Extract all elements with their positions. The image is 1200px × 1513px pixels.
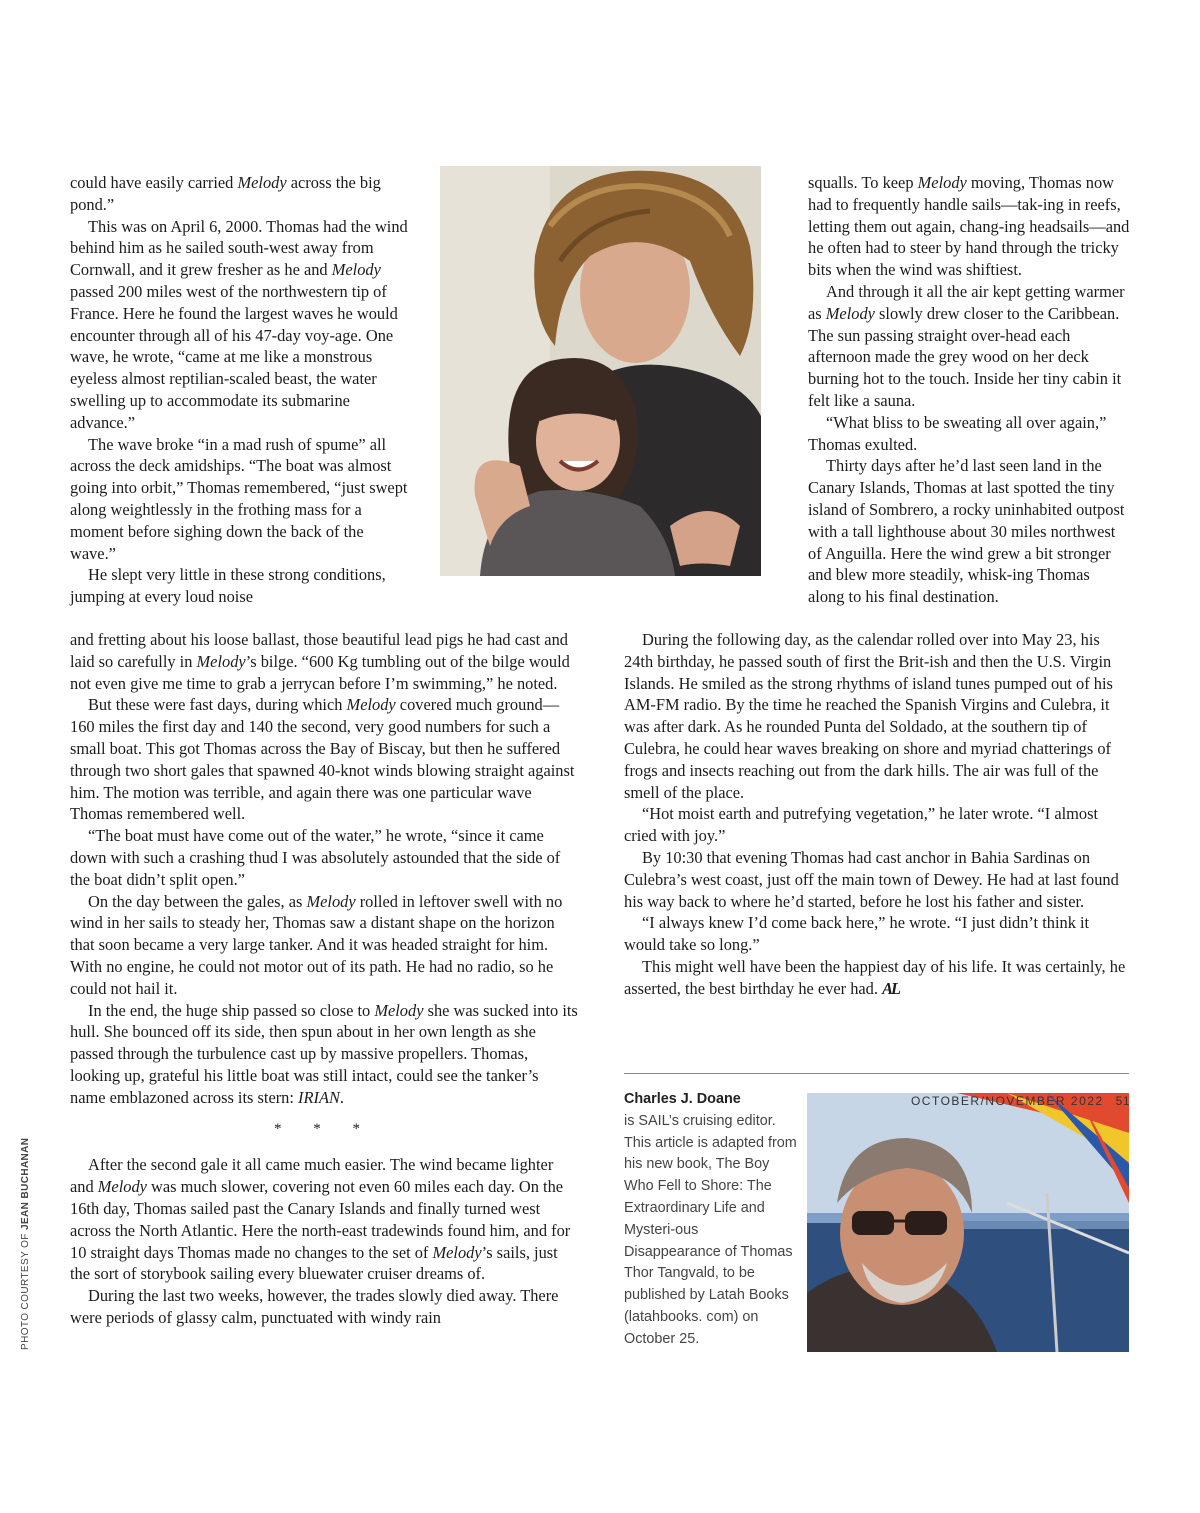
paragraph: This might well have been the happiest day of his life. It was certainly, he asserted, the best birthday he ever had. AL (624, 956, 1126, 998)
photo-credit-prefix: PHOTO COURTESY OF (20, 1230, 31, 1350)
paragraph: Thirty days after he’d last seen land in the Canary Islands, Thomas at last spotted the tiny island of Sombrero, a rocky uninhabited outpost with a tall lighthouse about 30 miles northwest of Anguilla. Here the wind grew a bit stronger and blew more steadily, whisk-ing Thomas along to his final destination. (808, 456, 1125, 607)
left-column-top (70, 172, 410, 608)
right-column-body (624, 629, 1130, 1000)
paragraph: “What bliss to be sweating all over again,” Thomas exulted. (808, 412, 1107, 454)
paragraph: and fretting about his loose ballast, those beautiful lead pigs he had cast and laid so carefully in Melody’s bilge. “600 Kg tumbling out of the bilge would not even give me time to grab a jerrycan before I’m swimming,” he noted. (70, 630, 570, 693)
section-divider (624, 1073, 1129, 1074)
page-footer (911, 1094, 1130, 1108)
page-number: 51 (1115, 1094, 1130, 1108)
paragraph: This was on April 6, 2000. Thomas had the wind behind him as he sailed south-west away from Cornwall, and it grew fresher as he and Melody passed 200 miles west of the northwestern tip of France. Here he found the largest waves he would encounter through all of his 47-day voy-age. One wave, he wrote, “came at me like a monstrous eyeless almost reptilian-scaled beast, the water swelling up to accommodate its submarine advance.” (70, 216, 408, 432)
paragraph: The wave broke “in a mad rush of spume” all across the deck amidships. “The boat was almost going into orbit,” Thomas remembered, “just swept along weightlessly in the frothing mass for a moment before sighing down the back of the wave.” (70, 434, 408, 563)
author-name: Charles J. Doane (624, 1091, 741, 1107)
issue-date: OCTOBER/NOVEMBER 2022 (910, 1094, 1104, 1108)
paragraph: “The boat must have come out of the water,” he wrote, “since it came down with such a crashing thud I was absolutely astounded that the side of the boat didn’t split open.” (70, 826, 561, 889)
paragraph: By 10:30 that evening Thomas had cast anchor in Bahia Sardinas on Culebra’s west coast, just off the main town of Dewey. He had at last found his way back to where he’d started, before he lost his father and sister. (624, 847, 1119, 911)
paragraph: And through it all the air kept getting warmer as Melody slowly drew closer to the Caribbean. The sun passing straight over-head each afternoon made the grey wood on her deck burning hot to the touch. Inside her tiny cabin it felt like a sauna. (808, 281, 1125, 410)
paragraph: During the last two weeks, however, the trades slowly died away. There were periods of glassy calm, punctuated with windy rain (70, 1286, 559, 1327)
paragraph: But these were fast days, during which Melody covered much ground—160 miles the first day and 140 the second, very good numbers for such a small boat. This got Thomas across the Bay of Biscay, but then he suffered through two short gales that spawned 40-knot winds blowing straight against him. The motion was terrible, and again there was one particular wave Thomas remembered well. (70, 695, 575, 824)
paragraph: During the following day, as the calendar rolled over into May 23, his 24th birthday, he passed south of first the Brit-ish and then the U.S. Virgin Islands. He smiled as the strong rhythms of island tunes pumped out of his AM-FM radio. By the time he reached the Spanish Virgins and Culebra, it was after dark. As he rounded Punta del Soldado, at the southern tip of Culebra, he could hear waves breaking on shore and myriad chatterings of frogs and insects reaching out from the dark hills. The air was full of the smell of the place. (624, 630, 1113, 802)
right-column-top (808, 172, 1130, 608)
author-bio (624, 1089, 799, 1351)
left-column-body (70, 629, 578, 1329)
paragraph: In the end, the huge ship passed so close to Melody she was sucked into its hull. She bounced off its side, then spun about in her own length as she passed through the turbulence cast up by massive propellers. Thomas, looking up, grateful his little boat was still intact, could see the tanker’s name emblazoned across its stern: IRIAN. (70, 1000, 578, 1107)
paragraph: After the second gale it all came much easier. The wind became lighter and Melody was much slower, covering not even 60 miles each day. On the 16th day, Thomas sailed past the Canary Islands and finally turned west across the North Atlantic. Here the north-east tradewinds found him, and for 10 straight days Thomas made no changes to the set of Melody’s sails, just the sort of storybook sailing every bluewater cruiser dreams of. (70, 1155, 571, 1284)
paragraph: “I always knew I’d come back here,” he wrote. “I just didn’t think it would take so long.” (624, 913, 1090, 955)
paragraph: On the day between the gales, as Melody rolled in leftover swell with no wind in her sails to steady her, Thomas saw a distant shape on the horizon that soon became a very large tanker. And it was headed straight for him. With no engine, he could not motor out of its path. He had no radio, so he could not hail it. (70, 891, 563, 998)
photo-credit (20, 1137, 34, 1350)
couple-photo (440, 166, 761, 576)
author-bio-text: is SAIL’s cruising editor. This article is adapted from his new book, The Boy Who Fell to Shore: The Extraordinary Life and Mysteri-ous Disappearance of Thomas Thor Tangvald, to be published by Latah Books (latahbooks. com) on October 25. (624, 1112, 797, 1347)
photo-credit-name: JEAN BUCHANAN (20, 1137, 31, 1230)
paragraph: He slept very little in these strong conditions, jumping at every loud noise (70, 565, 386, 607)
paragraph: “Hot moist earth and putrefying vegetation,” he later wrote. “I almost cried with joy.” (624, 804, 1099, 846)
paragraph: could have easily carried Melody across the big pond.” (70, 173, 381, 214)
paragraph: squalls. To keep Melody moving, Thomas now had to frequently handle sails—tak-ing in reefs, letting them out again, chang-ing headsails—and he often had to steer by hand through the tricky bits when the wind was shiftiest. (808, 173, 1130, 280)
paragraph: * * * (274, 1120, 374, 1137)
author-photo (807, 1093, 1129, 1352)
